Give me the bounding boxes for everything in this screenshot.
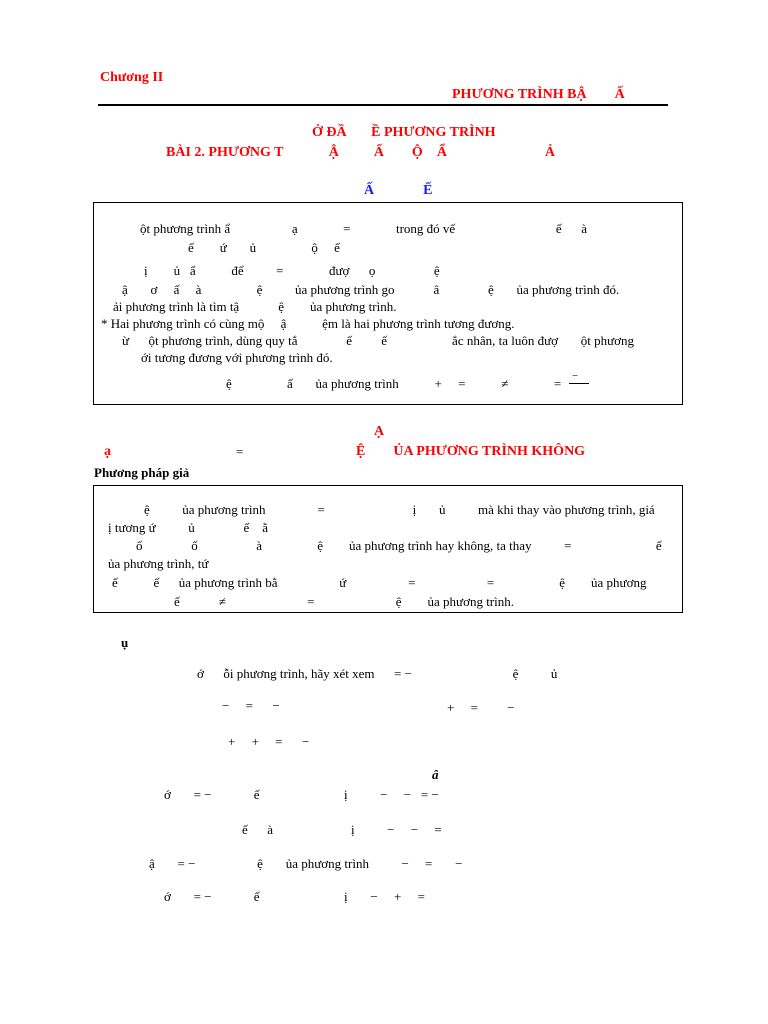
header-rule [98,104,668,106]
box1-line-3: ị ủ ẩ để = đượ ọ ệ [144,263,440,278]
method-label: Phương pháp giả [94,465,190,480]
box1-line-2: ế ứ ủ ộ ế [188,240,340,255]
part-title: Ở ĐẦ Ề PHƯƠNG TRÌNH [312,125,496,140]
section2-line-left: ạ [104,444,111,459]
lesson-title: BÀI 2. PHƯƠNG T Ậ Ấ Ộ Ẩ Ả [166,145,556,160]
example-eq-3: + + = − [228,734,310,749]
box1-line-6: * Hai phương trình có cùng mộ ậ ệm là hai phương trình tương đương. [101,316,515,331]
chapter-title: PHƯƠNG TRÌNH BẬ Ấ [452,87,625,102]
box1-line-8: ới tương đương với phương trình đó. [141,350,333,365]
box2-line-6: ế ≠ = ệ ủa phương trình. [174,594,514,609]
chapter-label: Chương II [100,70,164,85]
box2-line-1: ệ ủa phương trình = ị ủ mà khi thay vào phương trình, giá [144,502,655,517]
section-title: Ấ Ế [364,183,433,198]
example-eq-1: − = − [222,698,280,713]
box2-line-3: ố ố à ệ ủa phương trình hay không, ta thay = ế [136,538,662,553]
example-intro: ớ ỗi phương trình, hãy xét xem = − ệ ủ [197,666,558,681]
box1-line-9: ệ ấ ủa phương trình + = ≠ = [226,376,562,391]
box1-line-7: ừ ột phương trình, dùng quy tắ ế ế ắc nhân, ta luôn đượ ột phương [122,333,635,348]
fraction-minus: − [572,370,579,382]
solution-line-4: ớ = − ế ị − + = [164,889,425,904]
box1-line-4: ậ ơ ấ à ệ ủa phương trình go â ệ ủa phương trình đó. [122,282,620,297]
example-eq-2: + = − [447,700,515,715]
section2-heading: Ạ [374,424,385,439]
section2-line-eq: = [236,444,244,459]
box1-line-5: ải phương trình là tìm tậ ệ ủa phương trình. [113,299,397,314]
solution-line-3: ậ = − ệ ủa phương trình − = − [149,856,463,871]
answer-label: â [432,767,439,782]
box2-line-5: ế ế ủa phương trình bằ ứ = = ệ ủa phương [112,575,647,590]
solution-line-1: ớ = − ế ị − − = − [164,787,439,802]
example-label: ụ [121,635,129,650]
box1-line-1: ột phương trình ẩ ạ = trong đó vế ế à [140,221,587,236]
section2-line-right: Ệ ỦA PHƯƠNG TRÌNH KHÔNG [356,444,586,459]
box2-line-4: ủa phương trình, tứ [108,556,209,571]
box2-line-2: ị tương ứ ủ ế ằ [108,520,268,535]
solution-line-2: ế à ị − − = [242,822,442,837]
